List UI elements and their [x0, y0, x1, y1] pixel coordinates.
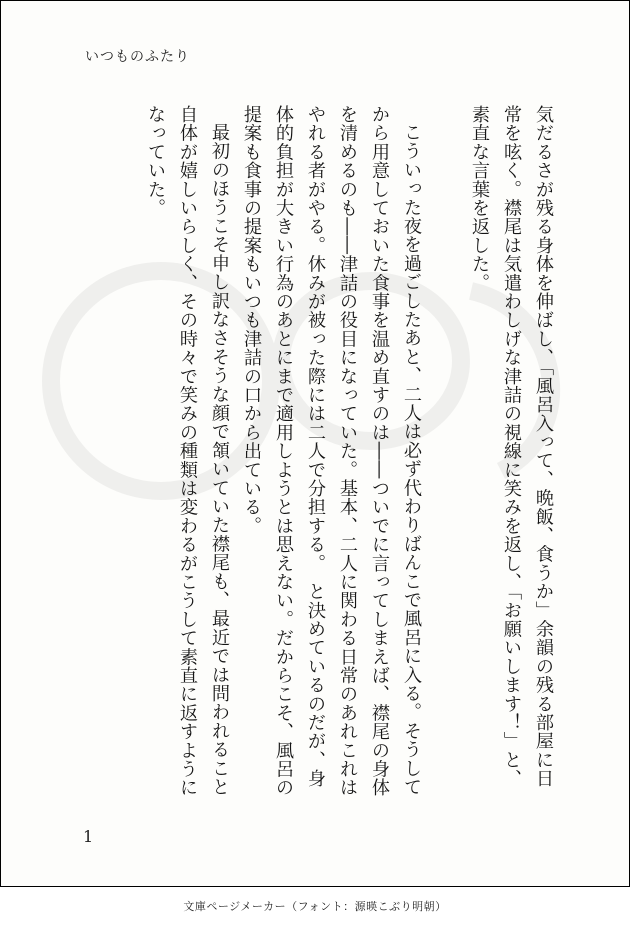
- paragraph-1: 気だるさが残る身体を伸ばし、「風呂入って、晩飯、食うか」余韻の残る部屋に日常を呟く。襟尾は気遣わしげな津詰の視線に笑みを返し、「お願いします！」と、素直な言葉を返した。: [469, 105, 554, 788]
- vertical-text-body: [139, 105, 559, 816]
- paragraph-gap: [427, 105, 463, 805]
- page-number: 1: [83, 827, 94, 846]
- footer-credit: 文庫ページメーカー（フォント：源暎こぶり明朝）: [183, 900, 447, 913]
- paragraph-3: 最初のほうこそ申し訳なさそうな顔で頷いていた襟尾も、最近では問われること自体が嬉しいらしく、その時々で笑みの種類は変わるがこうして素直に返すようになっていた。: [145, 105, 230, 797]
- paragraph-2: こういった夜を過ごしたあと、二人は必ず代わりばんこで風呂に入る。そうしてから用意しておいた食事を温め直すのは――ついでに言ってしまえば、襟尾の身体を清めるのも――津詰の役目になっていた。基本、二人に関わる日常のあれこれは やれる者がやる。休みが被った際には二人で分担する。 と決めているのだが、身体的負担が大きい行為のあとにまで適用しようとは思えない。だからこそ、風呂の提案も食事の提案もいつも津詰の口から出ている。: [241, 105, 422, 816]
- running-head-title: いつものふたり: [85, 49, 190, 65]
